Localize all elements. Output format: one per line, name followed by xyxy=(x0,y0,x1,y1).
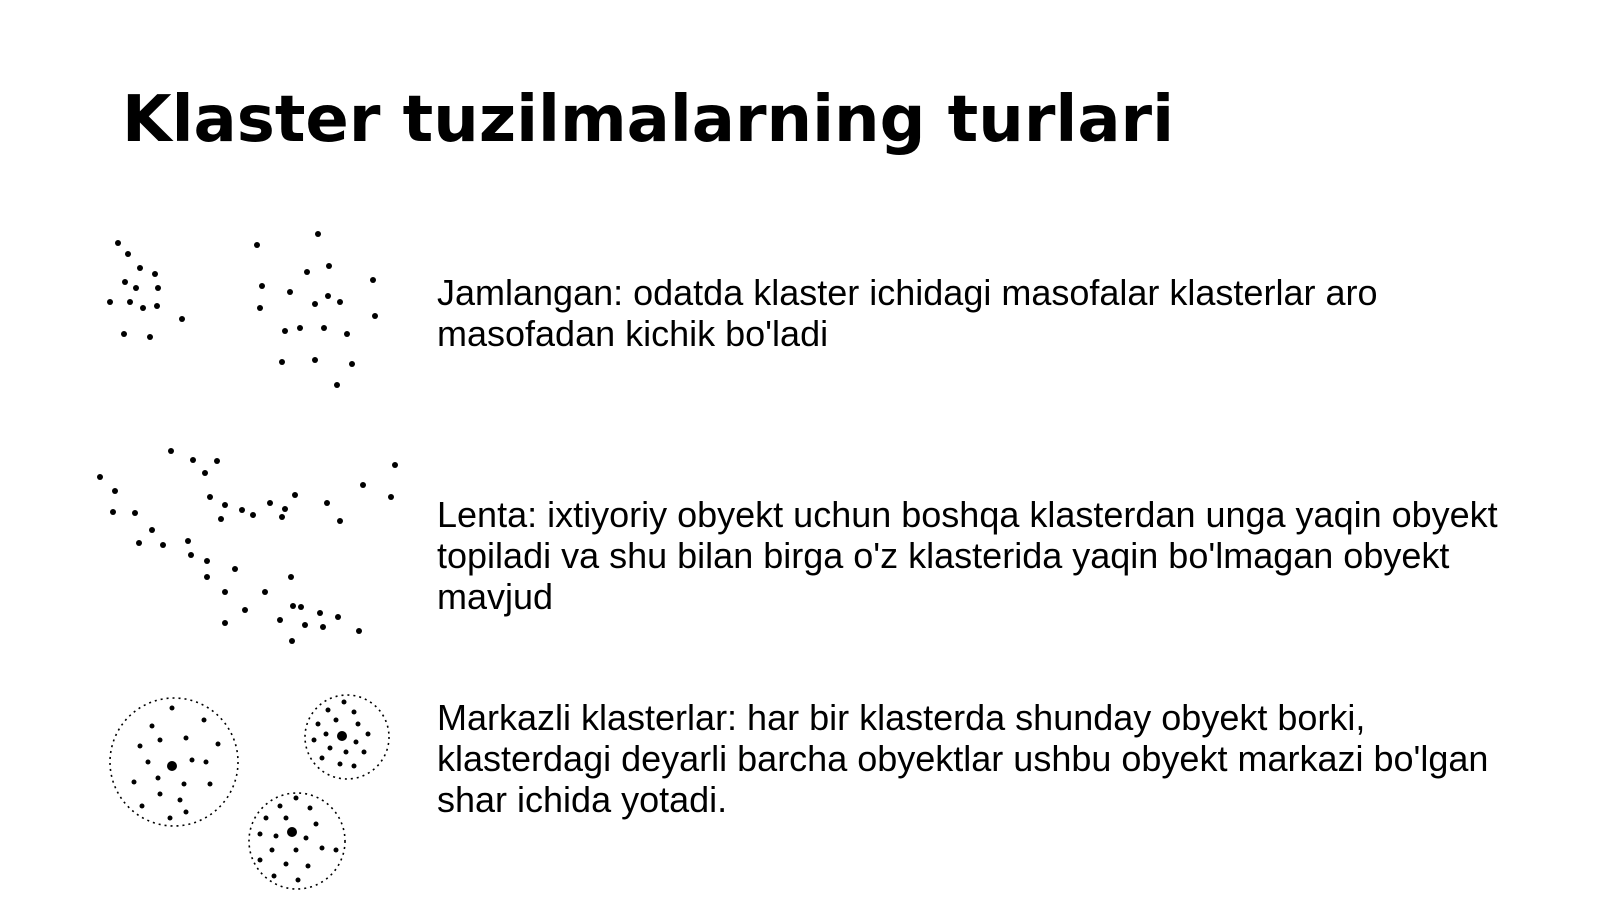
chain-point xyxy=(218,516,224,522)
cluster-point xyxy=(320,846,325,851)
chain-point xyxy=(288,574,294,580)
cluster-point xyxy=(314,822,319,827)
chain-point xyxy=(97,474,103,480)
cluster-point xyxy=(178,798,183,803)
chain-point xyxy=(149,527,155,533)
cluster-center xyxy=(167,761,177,771)
chain-point xyxy=(239,507,245,513)
cluster-point xyxy=(366,732,371,737)
cluster-point xyxy=(294,796,299,801)
cluster-point xyxy=(296,878,301,883)
cluster-point xyxy=(321,325,327,331)
cluster-point xyxy=(122,279,128,285)
cluster-point xyxy=(312,357,318,363)
cluster-point xyxy=(334,848,339,853)
cluster-point xyxy=(158,738,163,743)
cluster-point xyxy=(284,862,289,867)
cluster-point xyxy=(115,240,121,246)
cluster-point xyxy=(158,792,163,797)
cluster-boundary xyxy=(305,695,389,779)
chain-point xyxy=(242,607,248,613)
cluster-point xyxy=(170,706,175,711)
cluster-point xyxy=(257,305,263,311)
cluster-point xyxy=(312,738,317,743)
cluster-point xyxy=(138,744,143,749)
cluster-point xyxy=(137,265,143,271)
chain-point xyxy=(202,470,208,476)
cluster-point xyxy=(344,331,350,337)
chain-point xyxy=(262,589,268,595)
cluster-point xyxy=(308,806,313,811)
cluster-point xyxy=(315,231,321,237)
cluster-point xyxy=(152,271,158,277)
cluster-point xyxy=(370,277,376,283)
chain-point xyxy=(292,492,298,498)
cluster-point xyxy=(140,804,145,809)
cluster-point xyxy=(254,242,260,248)
cluster-point xyxy=(287,289,293,295)
chain-point xyxy=(320,624,326,630)
center-based-clusters-illustration xyxy=(100,690,400,895)
cluster-point xyxy=(354,740,359,745)
cluster-point xyxy=(154,303,160,309)
chain-point xyxy=(188,552,194,558)
cluster-point xyxy=(306,864,311,869)
cluster-point xyxy=(258,832,263,837)
chain-point xyxy=(282,506,288,512)
cluster-point xyxy=(324,732,329,737)
cluster-point xyxy=(147,334,153,340)
chain-point xyxy=(250,512,256,518)
cluster-point xyxy=(107,299,113,305)
cluster-point xyxy=(356,722,361,727)
cluster-point xyxy=(184,810,189,815)
cluster-point xyxy=(204,760,209,765)
cluster-point xyxy=(216,742,221,747)
cluster-point xyxy=(270,848,275,853)
cluster-point xyxy=(334,382,340,388)
cluster-point xyxy=(337,299,343,305)
cluster-point xyxy=(304,836,309,841)
well-separated-description: Jamlangan: odatda klaster ichidagi masofalar klasterlar aro masofadan kichik bo'ladi xyxy=(437,272,1378,354)
cluster-point xyxy=(278,804,283,809)
chain-point xyxy=(112,488,118,494)
cluster-point xyxy=(316,722,321,727)
chain-point xyxy=(132,510,138,516)
cluster-point xyxy=(344,750,349,755)
cluster-point xyxy=(121,331,127,337)
cluster-point xyxy=(282,328,288,334)
cluster-point xyxy=(338,762,343,767)
cluster-point xyxy=(179,316,185,322)
cluster-point xyxy=(155,285,161,291)
chain-point xyxy=(317,610,323,616)
cluster-boundary xyxy=(249,793,345,889)
chain-point xyxy=(136,540,142,546)
cluster-point xyxy=(342,700,347,705)
chain-point xyxy=(222,620,228,626)
chain-point xyxy=(207,494,213,500)
cluster-center xyxy=(287,827,297,837)
cluster-point xyxy=(156,776,161,781)
cluster-point xyxy=(272,874,277,879)
cluster-point xyxy=(328,746,333,751)
cluster-point xyxy=(150,724,155,729)
contiguous-description: Lenta: ixtiyoriy obyekt uchun boshqa klasterdan unga yaqin obyekt topiladi va shu bilan birga o'z klasterida yaqin bo'lmagan obyekt mavjud xyxy=(437,494,1498,617)
cluster-point xyxy=(259,283,265,289)
cluster-point xyxy=(279,359,285,365)
cluster-point xyxy=(352,764,357,769)
contiguous-chain-clusters-illustration xyxy=(95,445,415,650)
chain-point xyxy=(190,457,196,463)
chain-point xyxy=(324,500,330,506)
chain-point xyxy=(392,462,398,468)
cluster-point xyxy=(127,299,133,305)
cluster-point xyxy=(132,780,137,785)
chain-point xyxy=(290,603,296,609)
cluster-point xyxy=(140,305,146,311)
well-separated-clusters-illustration xyxy=(100,230,400,400)
cluster-point xyxy=(362,750,367,755)
cluster-point xyxy=(320,756,325,761)
cluster-point xyxy=(325,293,331,299)
cluster-point xyxy=(352,710,357,715)
chain-point xyxy=(267,500,273,506)
cluster-point xyxy=(258,858,263,863)
cluster-point xyxy=(326,708,331,713)
chain-point xyxy=(289,638,295,644)
chain-point xyxy=(168,448,174,454)
slide-title: Klaster tuzilmalarning turlari xyxy=(122,83,1174,157)
chain-point xyxy=(204,558,210,564)
cluster-point xyxy=(190,758,195,763)
cluster-center xyxy=(337,731,347,741)
cluster-point xyxy=(133,285,139,291)
chain-point xyxy=(279,514,285,520)
cluster-point xyxy=(182,782,187,787)
chain-point xyxy=(232,566,238,572)
chain-point xyxy=(110,509,116,515)
chain-point xyxy=(214,458,220,464)
cluster-point xyxy=(284,816,289,821)
chain-point xyxy=(337,518,343,524)
cluster-point xyxy=(184,736,189,741)
cluster-point xyxy=(125,251,131,257)
cluster-point xyxy=(208,782,213,787)
chain-point xyxy=(302,622,308,628)
chain-point xyxy=(204,574,210,580)
cluster-point xyxy=(146,760,151,765)
cluster-point xyxy=(334,718,339,723)
cluster-point xyxy=(168,816,173,821)
chain-point xyxy=(222,502,228,508)
chain-point xyxy=(185,538,191,544)
chain-point xyxy=(360,482,366,488)
cluster-point xyxy=(349,361,355,367)
chain-point xyxy=(277,617,283,623)
chain-point xyxy=(356,628,362,634)
cluster-point xyxy=(372,313,378,319)
chain-point xyxy=(160,542,166,548)
cluster-point xyxy=(294,848,299,853)
cluster-point xyxy=(202,718,207,723)
center-based-description: Markazli klasterlar: har bir klasterda shunday obyekt borki, klasterdagi deyarli barcha obyektlar ushbu obyekt markazi bo'lgan shar ichida yotadi. xyxy=(437,697,1489,820)
cluster-point xyxy=(326,263,332,269)
chain-point xyxy=(335,614,341,620)
chain-point xyxy=(388,494,394,500)
cluster-point xyxy=(264,816,269,821)
cluster-point xyxy=(297,325,303,331)
cluster-point xyxy=(304,269,310,275)
cluster-point xyxy=(312,301,318,307)
chain-point xyxy=(222,589,228,595)
cluster-point xyxy=(274,834,279,839)
chain-point xyxy=(298,604,304,610)
